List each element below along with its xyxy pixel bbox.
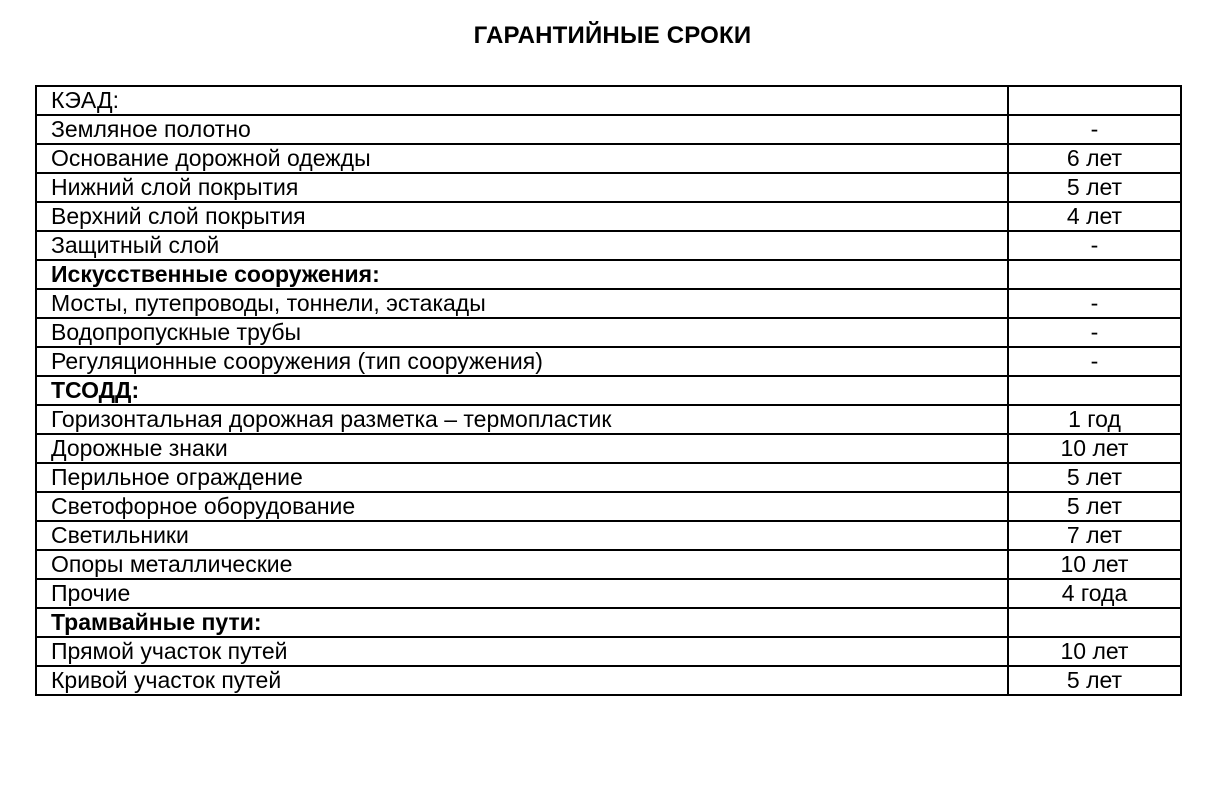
table-row <box>36 521 1181 550</box>
warranty-table <box>35 85 1182 696</box>
warranty-term: 5 лет <box>1008 492 1181 521</box>
section-heading: КЭАД: <box>36 86 1008 115</box>
item-name: Регуляционные сооружения (тип сооружения) <box>36 347 1008 376</box>
item-name: Защитный слой <box>36 231 1008 260</box>
warranty-term: - <box>1008 289 1181 318</box>
item-name: Мосты, путепроводы, тоннели, эстакады <box>36 289 1008 318</box>
warranty-term <box>1008 376 1181 405</box>
warranty-term: 5 лет <box>1008 463 1181 492</box>
table-row <box>36 144 1181 173</box>
item-name: Земляное полотно <box>36 115 1008 144</box>
item-name: Перильное ограждение <box>36 463 1008 492</box>
document-title: ГАРАНТИЙНЫЕ СРОКИ <box>473 22 752 49</box>
item-name: Прочие <box>36 579 1008 608</box>
table-row <box>36 463 1181 492</box>
table-row <box>36 434 1181 463</box>
table-row <box>36 666 1181 695</box>
warranty-term: 10 лет <box>1008 434 1181 463</box>
table-row <box>36 202 1181 231</box>
table-row <box>36 637 1181 666</box>
table-row <box>36 347 1181 376</box>
warranty-term: 4 года <box>1008 579 1181 608</box>
section-row <box>36 608 1181 637</box>
table-row <box>36 550 1181 579</box>
table-row <box>36 115 1181 144</box>
section-row <box>36 86 1181 115</box>
warranty-term: 7 лет <box>1008 521 1181 550</box>
warranty-term <box>1008 260 1181 289</box>
item-name: Дорожные знаки <box>36 434 1008 463</box>
table-row <box>36 173 1181 202</box>
item-name: Основание дорожной одежды <box>36 144 1008 173</box>
warranty-term: 4 лет <box>1008 202 1181 231</box>
section-heading: Трамвайные пути: <box>36 608 1008 637</box>
item-name: Опоры металлические <box>36 550 1008 579</box>
warranty-term: 10 лет <box>1008 550 1181 579</box>
table-row <box>36 318 1181 347</box>
item-name: Верхний слой покрытия <box>36 202 1008 231</box>
table-row <box>36 492 1181 521</box>
warranty-term: - <box>1008 347 1181 376</box>
section-row <box>36 376 1181 405</box>
item-name: Водопропускные трубы <box>36 318 1008 347</box>
item-name: Светильники <box>36 521 1008 550</box>
warranty-term: 1 год <box>1008 405 1181 434</box>
section-row <box>36 260 1181 289</box>
warranty-term <box>1008 608 1181 637</box>
warranty-term: 10 лет <box>1008 637 1181 666</box>
warranty-term: 5 лет <box>1008 666 1181 695</box>
table-row <box>36 231 1181 260</box>
warranty-term <box>1008 86 1181 115</box>
warranty-table-body <box>36 86 1181 695</box>
table-row <box>36 405 1181 434</box>
warranty-term: 5 лет <box>1008 173 1181 202</box>
warranty-term: - <box>1008 231 1181 260</box>
item-name: Светофорное оборудование <box>36 492 1008 521</box>
table-row <box>36 579 1181 608</box>
table-row <box>36 289 1181 318</box>
item-name: Горизонтальная дорожная разметка – термопластик <box>36 405 1008 434</box>
warranty-term: - <box>1008 318 1181 347</box>
section-heading: Искусственные сооружения: <box>36 260 1008 289</box>
warranty-term: - <box>1008 115 1181 144</box>
section-heading: ТСОДД: <box>36 376 1008 405</box>
warranty-term: 6 лет <box>1008 144 1181 173</box>
item-name: Кривой участок путей <box>36 666 1008 695</box>
item-name: Нижний слой покрытия <box>36 173 1008 202</box>
item-name: Прямой участок путей <box>36 637 1008 666</box>
